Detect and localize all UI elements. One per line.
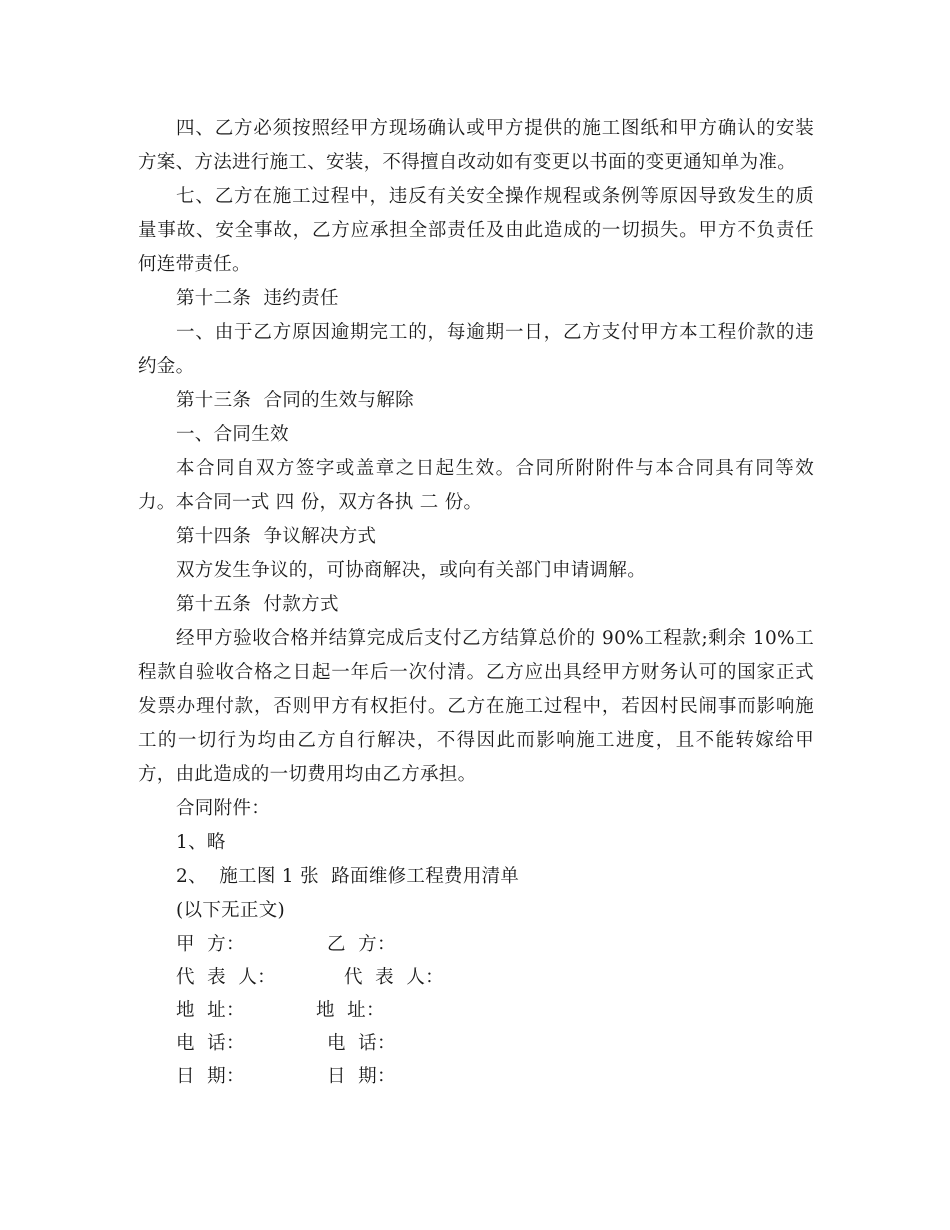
attachments-title: 合同附件：	[176, 798, 271, 819]
end-of-text-note: (以下无正文)	[176, 900, 286, 921]
effectiveness-paragraph: 本合同自双方签字或盖章之日起生效。合同所附附件与本合同具有同等效力。本合同一式 四 份，双方各执 二 份。	[138, 458, 814, 513]
representative-a-label: 代 表 人：	[176, 967, 276, 988]
article-15-heading: 第十五条 付款方式	[176, 594, 339, 615]
document-body	[138, 112, 814, 1093]
phone-a-label: 电 话：	[176, 1033, 245, 1054]
signature-row-date	[138, 1060, 814, 1093]
article-12-heading: 第十二条 违约责任	[176, 288, 339, 309]
party-b-label: 乙 方：	[327, 934, 396, 955]
signature-row-representative	[138, 961, 814, 994]
phone-b-label: 电 话：	[327, 1033, 396, 1054]
payment-paragraph: 经甲方验收合格并结算完成后支付乙方结算总价的 90%工程款;剩余 10%工程款自验收合格之日起一年后一次付清。乙方应出具经甲方财务认可的国家正式发票办理付款，否则甲方有权拒付。乙方在施工过程中，若因村民闹事而影响施工的一切行为均由乙方自行解决，不得因此而影响施工进度，且不能转嫁给甲方，由此造成的一切费用均由乙方承担。	[138, 628, 814, 785]
attachment-item-1: 1、略	[176, 832, 226, 853]
clause-7-paragraph: 七、乙方在施工过程中，违反有关安全操作规程或条例等原因导致发生的质量事故、安全事故，乙方应承担全部责任及由此造成的一切损失。甲方不负责任何连带责任。	[138, 186, 814, 275]
signature-row-address	[138, 994, 814, 1027]
date-a-label: 日 期：	[176, 1066, 245, 1087]
date-b-label: 日 期：	[327, 1066, 396, 1087]
party-a-label: 甲 方：	[176, 934, 245, 955]
clause-4-paragraph: 四、乙方必须按照经甲方现场确认或甲方提供的施工图纸和甲方确认的安装方案、方法进行施工、安装，不得擅自改动如有变更以书面的变更通知单为准。	[138, 118, 814, 173]
signature-row-phone	[138, 1027, 814, 1060]
article-13-heading: 第十三条 合同的生效与解除	[176, 390, 414, 411]
representative-b-label: 代 表 人：	[344, 967, 444, 988]
dispute-paragraph: 双方发生争议的，可协商解决，或向有关部门申请调解。	[176, 560, 647, 581]
article-13-subheading: 一、合同生效	[176, 424, 289, 445]
attachment-item-2: 2、 施工图 1 张 路面维修工程费用清单	[176, 866, 520, 887]
signature-row-party	[138, 928, 814, 961]
article-14-heading: 第十四条 争议解决方式	[176, 526, 377, 547]
address-a-label: 地 址：	[176, 1000, 245, 1021]
address-b-label: 地 址：	[316, 1000, 385, 1021]
breach-paragraph: 一、由于乙方原因逾期完工的，每逾期一日，乙方支付甲方本工程价款的违约金。	[138, 322, 814, 377]
